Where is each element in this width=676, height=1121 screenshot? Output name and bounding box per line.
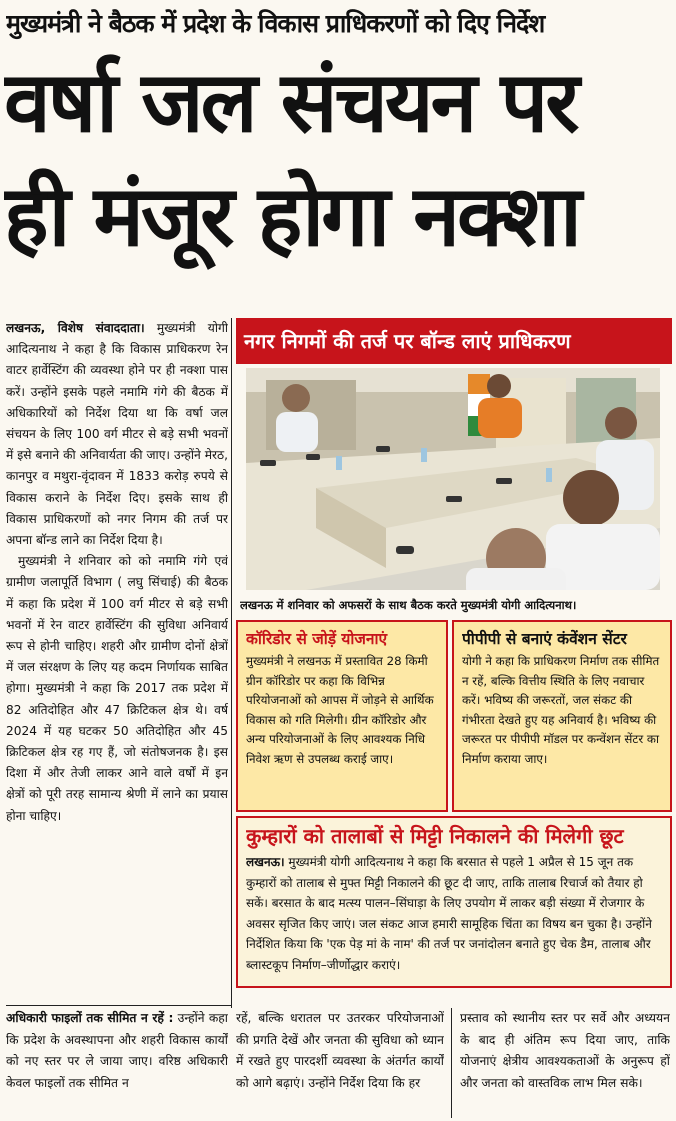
bottom-divider: [6, 1005, 231, 1006]
column-divider: [231, 318, 232, 1008]
dateline: लखनऊ, विशेष संवाददाता।: [6, 321, 145, 335]
potters-box-body: [246, 852, 662, 975]
headline-line-2: ही मंजूर होगा नक्शा: [4, 167, 579, 265]
potters-dateline: लखनऊ।: [246, 855, 285, 869]
corridor-box: [236, 620, 448, 812]
left-column: [6, 318, 228, 1003]
red-banner: नगर निगमों की तर्ज पर बॉन्ड लाएं प्राधिकरण: [236, 318, 672, 364]
ppp-box: [452, 620, 672, 812]
headline-line-1: वर्षा जल संचयन पर: [4, 53, 577, 151]
meeting-photo: [246, 368, 660, 590]
left-para-1: मुख्यमंत्री योगी आदित्यनाथ ने कहा है कि विकास प्राधिकरण रेन वाटर हार्वेस्टिंग की व्यवस्था होने पर ही नक्शा पास करें। उन्होंने इसके पहले नमामि गंगे की बैठक में अधिकारियों को निर्देश दिया था कि वर्षा जल संचयन के लिए 100 वर्ग मीटर से बड़े सभी भवनों में इसे बनाने की अनिवार्यता की जाए। उन्होंने मेरठ, कानपुर व मथुरा-वृंदावन में 1833 करोड़ रुपये से विकास कराने के निर्देश दिए। इसके साथ ही विकास प्राधिकरणों को नगर निगम की तर्ज पर अपना बॉन्ड लाने का निर्देश दिया है।: [6, 321, 228, 548]
potters-box-text: मुख्यमंत्री योगी आदित्यनाथ ने कहा कि बरसात से पहले 1 अप्रैल से 15 जून तक कुम्हारों को तालाब से मुफ्त मिट्टी निकालने की छूट दी जाए, ताकि तालाब रिचार्ज को तैयार हो सकें। बरसात के बाद मत्स्य पालन–सिंघाड़ा के लिए उपयोग में लाकर बड़ी संख्या में रोजगार के अवसर सृजित किए जाएं। जल संकट आज हमारी सामूहिक चिंता का विषय बन चुका है। उन्होंने निर्देशित किया कि 'एक पेड़ मां के नाम' की तर्ज पर जनांदोलन बनाते हुए चेक डैम, तालाब और ब्लास्टकूप निर्माण–जीर्णोद्धार कराएं।: [246, 855, 652, 972]
photo-caption: लखनऊ में शनिवार को अफसरों के साथ बैठक करते मुख्यमंत्री योगी आदित्यनाथ।: [240, 598, 577, 612]
left-para-3: उन्होंने कहा कि प्रदेश के अवस्थापना और शहरी विकास कार्यों को नए स्तर पर ले जाया जाए। वरिष्ठ अधिकारी केवल फाइलों तक सीमित न: [6, 1011, 228, 1090]
ppp-box-text: योगी ने कहा कि प्राधिकरण निर्माण तक सीमित न रहें, बल्कि वित्तीय स्थिति के लिए नवाचार करें। भविष्य की जरूरतों, जल संकट की गंभीरता देखते हुए यह अनिवार्य है। भविष्य की जरूरत पर पीपीपी मॉडल पर कन्वेंशन सेंटर का निर्माण कराया जाए।: [462, 654, 660, 766]
ppp-box-title: पीपीपी से बनाएं कंवेंशन सेंटर: [462, 630, 627, 648]
left-para-2: मुख्यमंत्री ने शनिवार को को नमामि गंगे एवं ग्रामीण जलापूर्ति विभाग ( लघु सिंचाई) की बैठक में कहा कि प्रदेश में 100 वर्ग मीटर से बड़े सभी भवनों में रेन वाटर हार्वेस्टिंग की सुविधा अनिवार्य रूप से होनी चाहिए। शहरी और ग्रामीण दोनों क्षेत्रों में जल संरक्षण के लिए यह कदम निर्णायक साबित होगा। मुख्यमंत्री ने कहा कि 2017 तक प्रदेश में 82 अतिदोहित और 47 क्रिटिकल क्षेत्र थे। वर्ष 2024 में यह घटकर 50 अतिदोहित और 45 क्रिटिकल क्षेत्र रह गए हैं, जो संतोषजनक है। इस दिशा में और तेजी लाकर आने वाले वर्षों में इन क्षेत्रों को पूरी तरह सामान्य श्रेणी में लाने का प्रयास होना चाहिए।: [6, 554, 228, 823]
bottom-column-2: रहें, बल्कि धरातल पर उतरकर परियोजनाओं की प्रगति देखें और जनता की सुविधा को ध्यान में रखते हुए पारदर्शी व्यवस्था के अंतर्गत कार्यों को आगे बढ़ाएं। उन्होंने निर्देश दिया कि हर: [236, 1011, 444, 1090]
kicker: मुख्यमंत्री ने बैठक में प्रदेश के विकास प्राधिकरणों को दिए निर्देश: [6, 9, 545, 38]
meeting-photo-illustration: [246, 368, 660, 590]
potters-box: [236, 816, 672, 988]
corridor-box-title: कॉरिडोर से जोड़ें योजनाएं: [246, 630, 388, 648]
corridor-box-text: मुख्यमंत्री ने लखनऊ में प्रस्तावित 28 किमी ग्रीन कॉरिडोर पर कहा कि विभिन्न परियोजनाओं को आपस में जोड़ने से आर्थिक विकास को गति मिलेगी। ग्रीन कॉरिडोर और अन्य परियोजनाओं के लिए आवश्यक निधि निवेश ऋण से उपलब्ध कराई जाए।: [246, 654, 434, 766]
bottom-column-3: प्रस्ताव को स्थानीय स्तर पर सर्वे और अध्ययन के बाद ही अंतिम रूप दिया जाए, ताकि योजनाएं क्षेत्रीय आवश्यकताओं के अनुरूप हों और जनता को वास्तविक लाभ मिल सके।: [460, 1011, 670, 1090]
subhead: अधिकारी फाइलों तक सीमित न रहें :: [6, 1011, 174, 1025]
bottom-column-1: [6, 1008, 228, 1120]
bottom-column-divider: [451, 1008, 452, 1118]
potters-box-title: कुम्हारों को तालाबों से मिट्टी निकालने की मिलेगी छूट: [246, 824, 624, 848]
